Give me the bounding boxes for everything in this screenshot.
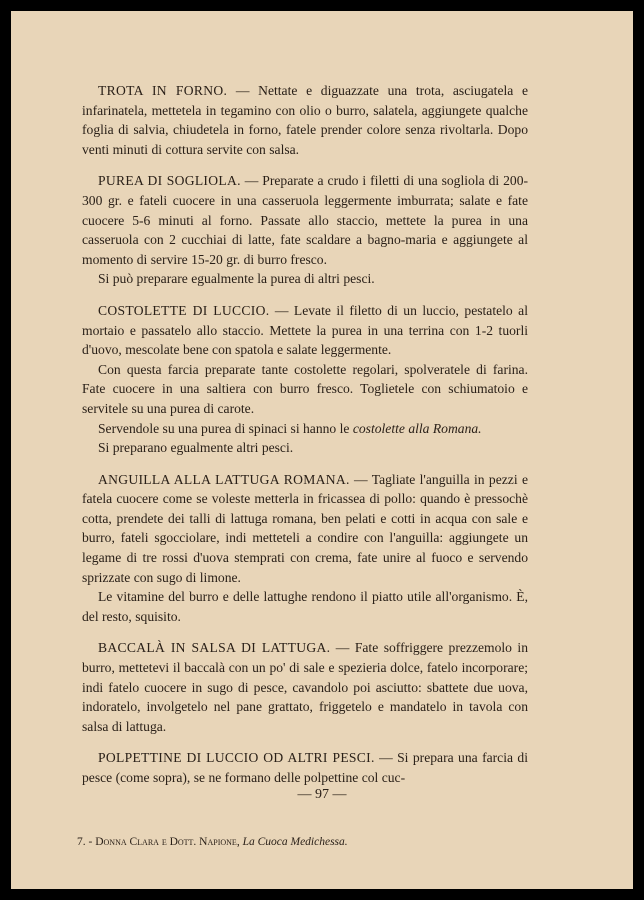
recipe-text: Tagliate l'anguilla in pezzi e fatela cuocere come se voleste metterla in fricassea di pollo: quando è pressochè cotta, prendete dei talli di lattuga romana, ben pelati e cotti in acqua con sale e burro, fateli sgocciolare, indi metteteli a condire con l'anguilla: aggiungete un legame di tre rossi d'uova stemprati con crema, fate unire al fuoco e servendo sprizzate con sugo di limone. bbox=[82, 471, 528, 585]
recipe-note: Le vitamine del burro e delle lattughe rendono il piatto utile all'organismo. È, del resto, squisito. bbox=[82, 589, 528, 624]
recipe-title: BACCALÀ IN SALSA DI LATTUGA. bbox=[98, 640, 331, 656]
recipe-paragraph: COSTOLETTE DI LUCCIO. — Levate il filetto di un luccio, pestatelo al mortaio e passatelo allo staccio. Mettete la purea in una terrina con 1-2 tuorli d'uovo, mescolate bene con spatola e salate leggermente. bbox=[82, 302, 528, 358]
recipe-text: Preparate a crudo i filetti di una sogliola di 200-300 gr. e fateli cuocere in una casseruola leggermente imburrata; salate e fate cuocere 5-6 minuti al forno. Passate allo staccio, mettete la purea in una casseruola con 2 cucchiai di latte, fate scaldare a bagno-maria e aggiungete al momento di servire 15-20 gr. di burro fresco. bbox=[82, 173, 529, 267]
recipe-paragraph: Con questa farcia preparate tante costolette regolari, spolveratele di farina. Fate cuocere in una saltiera con burro fresco. Toglietele con schiumatoio e servitele su una purea di carote. bbox=[82, 361, 528, 416]
recipe-paragraph: ANGUILLA ALLA LATTUGA ROMANA. — Tagliate l'anguilla in pezzi e fatela cuocere come se voleste metterla in fricassea di pollo: quando è pressochè cotta, prendete dei talli di lattuga romana, ben pelati e cotti in acqua con sale e burro, fateli sgocciolare, indi metteteli a condire con l'anguilla: aggiungete un legame di tre rossi d'uova stemprati con crema, fate unire al fuoco e servendo sprizzate con sugo di limone. bbox=[82, 471, 528, 585]
recipe-note: Si preparano egualmente altri pesci. bbox=[98, 440, 294, 456]
recipe-costolette-luccio bbox=[82, 301, 528, 458]
recipe-paragraph: PUREA DI SOGLIOLA. — Preparate a crudo i filetti di una sogliola di 200-300 gr. e fateli cuocere in una casseruola leggermente imburrata; salate e fate cuocere 5-6 minuti al forno. Passate allo staccio, mettete la purea in una casseruola con 2 cucchiai di latte, fate scaldare a bagno-maria e aggiungete al momento di servire 15-20 gr. di burro fresco. bbox=[82, 173, 529, 267]
recipe-title: POLPETTINE DI LUCCIO OD ALTRI PESCI. bbox=[98, 750, 375, 766]
recipe-paragraph: POLPETTINE DI LUCCIO OD ALTRI PESCI. — Si prepara una farcia di pesce (come sopra), se ne formano delle polpettine col cuc- bbox=[82, 750, 529, 785]
recipe-paragraph: TROTA IN FORNO. — Nettate e diguazzate una trota, asciugatela e infarinatela, mettetela in tegamino con olio o burro, salatela, aggiungete qualche foglia di salvia, chiudetela in forno, fatele prender colore senza rivoltarla. Dopo venti minuti di cottura servite con salsa. bbox=[82, 83, 529, 157]
recipe-text: Servendole su una purea di spinaci si hanno le bbox=[98, 420, 350, 436]
recipe-text: Si prepara una farcia di pesce (come sopra), se ne formano delle polpettine col cuc- bbox=[82, 750, 529, 785]
page-content bbox=[82, 81, 528, 800]
recipe-baccala bbox=[82, 638, 528, 736]
recipe-paragraph: BACCALÀ IN SALSA DI LATTUGA. — Fate soffriggere prezzemolo in burro, mettetevi il baccalà con un po' di sale e spezieria dolce, fatelo incorporare; indi fatelo cuocere in sugo di pesce, cavandolo poi asciutto: sbattete due uova, indoratelo, involgetelo nel pane grattato, friggetelo e mandatelo in tavola con salsa di lattuga. bbox=[82, 640, 528, 734]
recipe-note: Si può preparare egualmente la purea di altri pesci. bbox=[98, 271, 375, 287]
recipe-polpettine bbox=[82, 748, 528, 787]
footer-book-title: La Cuoca Medichessa. bbox=[242, 836, 348, 848]
recipe-variant-name: costolette alla Romana. bbox=[352, 420, 482, 436]
recipe-text: Levate il filetto di un luccio, pestatelo al mortaio e passatelo allo staccio. Mettete la purea in una terrina con 1-2 tuorli d'uovo, mescolate bene con spatola e salate leggermente. bbox=[82, 302, 528, 358]
recipe-note bbox=[82, 419, 528, 439]
recipe-title: PUREA DI SOGLIOLA. bbox=[98, 173, 241, 189]
footer-signature: 7. - Donna Clara e Dott. Napione, bbox=[77, 836, 240, 848]
recipe-trota bbox=[82, 81, 528, 159]
recipe-title: TROTA IN FORNO. bbox=[98, 83, 228, 98]
recipe-purea-sogliola bbox=[82, 171, 528, 289]
recipe-text: Fate soffriggere prezzemolo in burro, mettetevi il baccalà con un po' di sale e spezieria dolce, fatelo incorporare; indi fatelo cuocere in sugo di pesce, cavandolo poi asciutto: sbattete due uova, indoratelo, involgetelo nel pane grattato, friggetelo e mandatelo in tavola con salsa di lattuga. bbox=[82, 640, 528, 734]
recipe-anguilla bbox=[82, 470, 528, 627]
page-number: — 97 — bbox=[297, 787, 347, 802]
page-footer bbox=[77, 836, 348, 848]
recipe-text: Nettate e diguazzate una trota, asciugatela e infarinatela, mettetela in tegamino con olio o burro, salatela, aggiungete qualche foglia di salvia, chiudetela in forno, fatele prender colore senza rivoltarla. Dopo venti minuti di cottura servite con salsa. bbox=[82, 83, 529, 157]
recipe-title: COSTOLETTE DI LUCCIO. bbox=[98, 302, 270, 318]
book-page bbox=[11, 11, 633, 889]
recipe-title: ANGUILLA ALLA LATTUGA ROMANA. bbox=[98, 471, 350, 487]
